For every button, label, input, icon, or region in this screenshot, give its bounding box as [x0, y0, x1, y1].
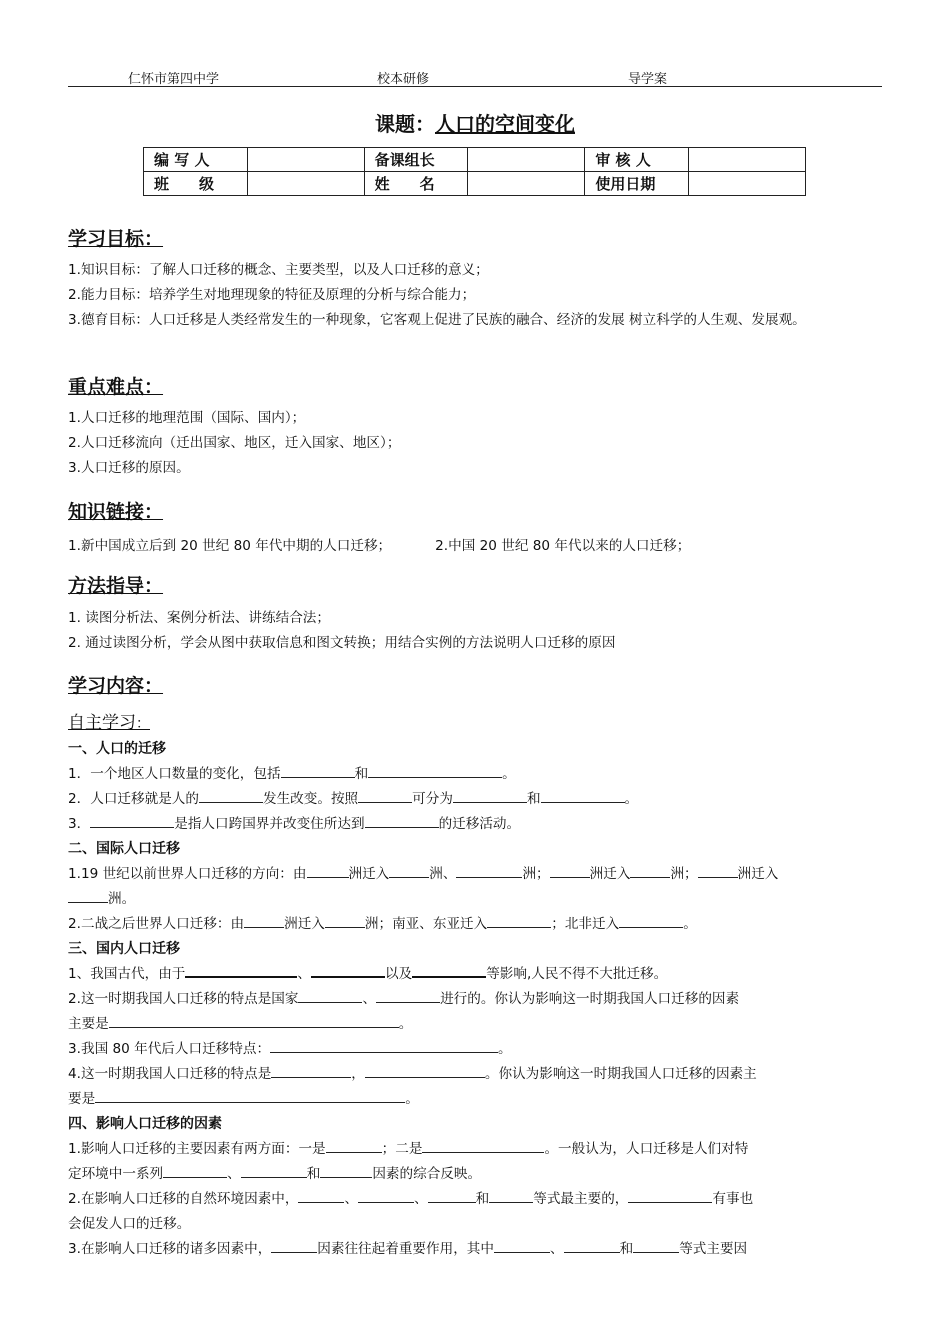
blank[interactable]	[95, 1088, 405, 1103]
fill-line: 4.这一时期我国人口迁移的特点是 ， 。你认为影响这一时期我国人口迁移的因素主	[68, 1062, 882, 1087]
table-label: 编 写 人	[144, 148, 248, 172]
list-item: 1.人口迁移的地理范围（国际、国内）；	[68, 410, 306, 426]
fill-line: 要是 。	[68, 1087, 882, 1112]
subsection-title: 一、人口的迁移	[68, 741, 166, 757]
table-label: 姓 名	[364, 172, 468, 196]
blank[interactable]	[633, 1238, 679, 1253]
fill-line: 3． 是指人口跨国界并改变住所达到 的迁移活动。	[68, 812, 882, 837]
table-cell-input[interactable]	[247, 172, 364, 196]
goals-section	[68, 224, 882, 333]
blank[interactable]	[281, 763, 355, 778]
blank[interactable]	[376, 988, 440, 1003]
list-item: 1. 读图分析法、案例分析法、讲练结合法；	[68, 610, 330, 626]
section-heading: 知识链接：	[68, 501, 164, 523]
table-cell-input[interactable]	[247, 148, 364, 172]
blank[interactable]	[90, 813, 174, 828]
blank[interactable]	[487, 913, 551, 928]
list-item: 1.新中国成立后到 20 世纪 80 年代中期的人口迁移； 2.中国 20 世纪 80 年代以来的人口迁移；	[68, 538, 691, 554]
fill-line: 3.在影响人口迁移的诸多因素中， 因素往往起着重要作用，其中 、 和 等式主要因	[68, 1237, 882, 1262]
table-label: 审 核 人	[585, 148, 689, 172]
fill-line: 定环境中一系列 、 和 因素的综合反映。	[68, 1162, 882, 1187]
blank[interactable]	[241, 1163, 307, 1178]
method-section	[68, 571, 882, 656]
blank[interactable]	[163, 1163, 227, 1178]
table-row	[144, 148, 806, 172]
fill-line: 2.这一时期我国人口迁移的特点是国家 、 进行的。你认为影响这一时期我国人口迁移的因素	[68, 987, 882, 1012]
table-cell-input[interactable]	[689, 172, 806, 196]
blank[interactable]	[456, 863, 522, 878]
header-type: 导学案	[628, 72, 668, 87]
list-item: 2.能力目标：培养学生对地理现象的特征及原理的分析与综合能力；	[68, 287, 476, 303]
blank[interactable]	[199, 788, 263, 803]
section-heading: 重点难点：	[68, 376, 164, 398]
section-heading: 方法指导：	[68, 575, 164, 597]
table-cell-input[interactable]	[468, 172, 585, 196]
header-school: 仁怀市第四中学	[128, 72, 220, 87]
section-heading: 学习内容：	[68, 675, 164, 697]
blank[interactable]	[271, 1063, 351, 1078]
fill-line: 2.在影响人口迁移的自然环境因素中， 、 、 和 等式最主要的， 有事也	[68, 1187, 882, 1212]
blank[interactable]	[298, 988, 362, 1003]
blank[interactable]	[244, 913, 284, 928]
links-section	[68, 497, 882, 559]
page-title: 课题：人口的空间变化	[375, 112, 575, 136]
blank[interactable]	[270, 1038, 498, 1053]
blank[interactable]	[422, 1138, 544, 1153]
blank[interactable]	[630, 863, 670, 878]
blank[interactable]	[368, 763, 502, 778]
blank[interactable]	[298, 1188, 344, 1203]
blank[interactable]	[365, 1063, 485, 1078]
fill-line: 会促发人口的迁移。	[68, 1216, 191, 1232]
list-item: 3.人口迁移的原因。	[68, 460, 190, 476]
list-item: 3.德育目标：人口迁移是人类经常发生的一种现象，它客观上促进了民族的融合、经济的发展 树立科学的人生观、发展观。	[68, 312, 806, 328]
blank[interactable]	[358, 788, 412, 803]
blank[interactable]	[307, 863, 349, 878]
blank[interactable]	[628, 1188, 712, 1203]
table-label: 备课组长	[364, 148, 468, 172]
document-page	[68, 0, 882, 1257]
blank[interactable]	[68, 888, 108, 903]
blank[interactable]	[412, 962, 486, 978]
blank[interactable]	[564, 1238, 620, 1253]
fill-line: 洲。	[68, 887, 882, 912]
fill-line: 1.影响人口迁移的主要因素有两方面：一是 ；二是 。一般认为，人口迁移是人们对特	[68, 1137, 882, 1162]
fill-line: 主要是 。	[68, 1012, 882, 1037]
blank[interactable]	[619, 913, 683, 928]
info-table	[143, 147, 806, 196]
blank[interactable]	[311, 962, 385, 978]
blank[interactable]	[698, 863, 738, 878]
blank[interactable]	[494, 1238, 550, 1253]
fill-line: 2．人口迁移就是人的 发生改变。按照 可分为 和 。	[68, 787, 882, 812]
self-study-heading: 自主学习：	[68, 713, 150, 733]
blank[interactable]	[489, 1188, 533, 1203]
blank[interactable]	[541, 788, 625, 803]
blank[interactable]	[453, 788, 527, 803]
subsection-title: 三、国内人口迁移	[68, 941, 180, 957]
subsection-title: 四、影响人口迁移的因素	[68, 1116, 222, 1132]
blank[interactable]	[550, 863, 590, 878]
blank[interactable]	[326, 1138, 382, 1153]
blank[interactable]	[428, 1188, 476, 1203]
table-row	[144, 172, 806, 196]
table-label: 使用日期	[585, 172, 689, 196]
fill-line: 1、我国古代，由于 、 以及 等影响,人民不得不大批迁移。	[68, 962, 882, 987]
blank[interactable]	[325, 913, 365, 928]
section-heading: 学习目标：	[68, 228, 164, 250]
blank[interactable]	[320, 1163, 372, 1178]
page-header	[68, 0, 882, 87]
table-cell-input[interactable]	[468, 148, 585, 172]
fill-line: 2.二战之后世界人口迁移：由 洲迁入 洲；南亚、东亚迁入 ；北非迁入 。	[68, 912, 882, 937]
topic-title: 人口的空间变化	[435, 112, 575, 136]
subsection-title: 二、国际人口迁移	[68, 841, 180, 857]
list-item: 2.人口迁移流向（迁出国家、地区，迁入国家、地区）；	[68, 435, 401, 451]
key-section	[68, 372, 882, 481]
blank[interactable]	[358, 1188, 414, 1203]
fill-line: 3.我国 80 年代后人口迁移特点： 。	[68, 1037, 882, 1062]
header-research: 校本研修	[377, 72, 430, 87]
fill-line: 1.19 世纪以前世界人口迁移的方向：由 洲迁入 洲、 洲； 洲迁入 洲； 洲迁入	[68, 862, 882, 887]
table-label: 班 级	[144, 172, 248, 196]
list-item: 2. 通过读图分析，学会从图中获取信息和图文转换；用结合实例的方法说明人口迁移的原因	[68, 635, 616, 651]
content-section	[68, 671, 882, 1262]
blank[interactable]	[365, 813, 439, 828]
fill-line: 1．一个地区人口数量的变化，包括 和 。	[68, 762, 882, 787]
blank[interactable]	[389, 863, 429, 878]
blank[interactable]	[271, 1238, 317, 1253]
blank[interactable]	[185, 962, 297, 978]
table-cell-input[interactable]	[689, 148, 806, 172]
blank[interactable]	[109, 1013, 399, 1028]
list-item: 1.知识目标：了解人口迁移的概念、主要类型，以及人口迁移的意义；	[68, 262, 489, 278]
